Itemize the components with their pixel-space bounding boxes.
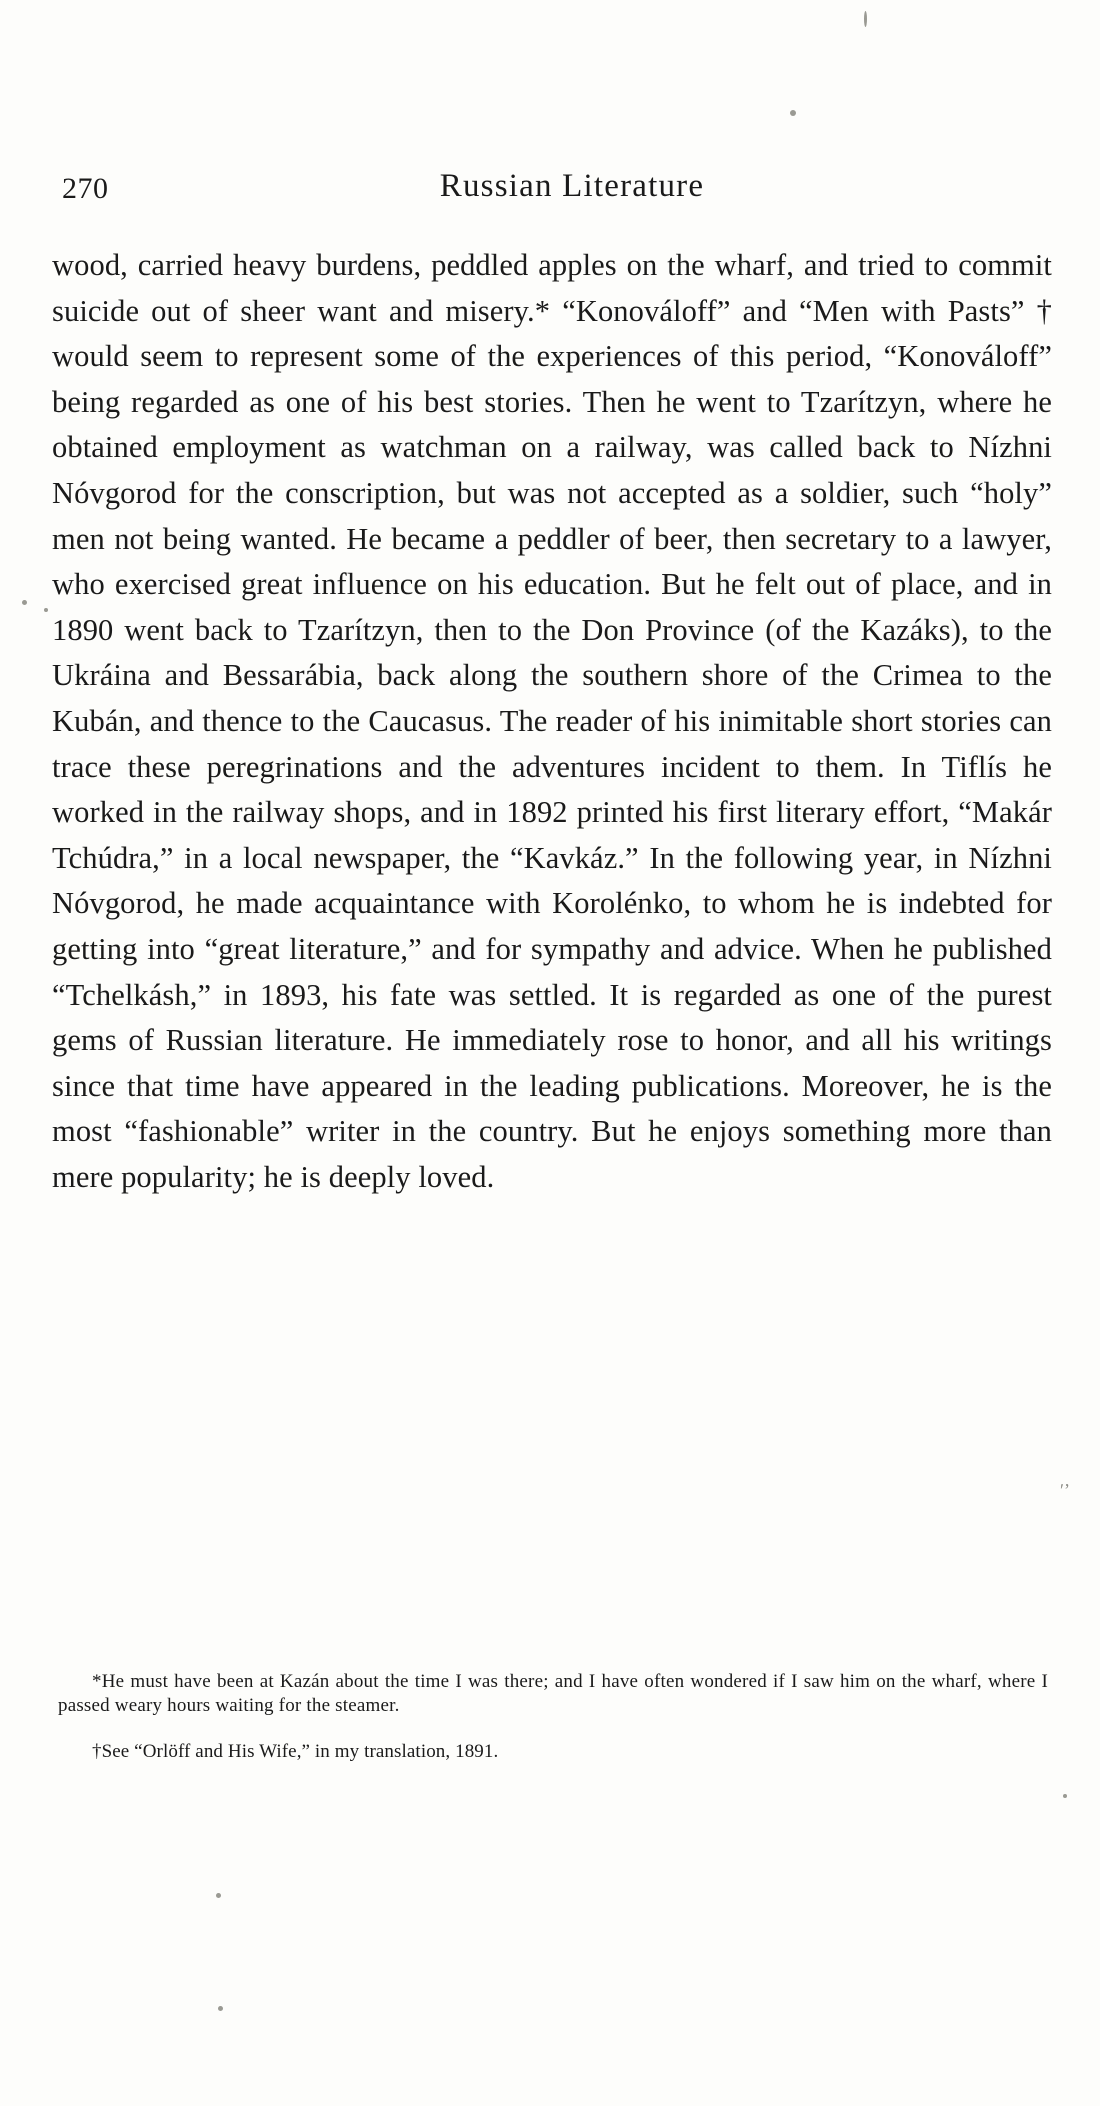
scan-speck <box>44 608 48 612</box>
scan-speck <box>864 11 867 27</box>
page-number: 270 <box>62 172 109 205</box>
footnote-1: *He must have been at Kazán about the time I was there; and I have often wondered if I saw him on the wharf, where I passed weary hours waiting for the steamer. <box>58 1671 1048 1716</box>
scan-speck <box>218 2006 223 2011</box>
page-header <box>62 168 1042 212</box>
scan-mark: ʹ’ <box>1060 1480 1070 1500</box>
scan-speck <box>790 110 796 116</box>
footnotes <box>58 1670 1048 1778</box>
body-text <box>52 243 1052 1200</box>
scan-speck <box>1063 1794 1067 1798</box>
scan-speck <box>22 600 27 605</box>
running-title: Russian Literature <box>439 168 705 204</box>
scan-speck <box>216 1893 221 1898</box>
footnote-2: †See “Orlöff and His Wife,” in my translation, 1891. <box>92 1741 499 1762</box>
paragraph: wood, carried heavy burdens, peddled apples on the wharf, and tried to commit suicide out of sheer want and misery.* “Konováloff” and “Men with Pasts” † would seem to represent some of the experiences of this period, “Konováloff” being regarded as one of his best stories. Then he went to Tzarítzyn, where he obtained employment as watchman on a railway, was called back to Nízhni Nóvgorod for the conscription, but was not accepted as a soldier, such “holy” men not being wanted. He became a peddler of beer, then secretary to a lawyer, who exercised great influence on his education. But he felt out of place, and in 1890 went back to Tzarítzyn, then to the Don Province (of the Kazáks), to the Ukráina and Bessarábia, back along the southern shore of the Crimea to the Kubán, and thence to the Caucasus. The reader of his inimitable short stories can trace these peregrinations and the adventures incident to them. In Tiflís he worked in the railway shops, and in 1892 printed his first literary effort, “Makár Tchúdra,” in a local newspaper, the “Kavkáz.” In the following year, in Nízhni Nóvgorod, he made acquaintance with Korolénko, to whom he is indebted for getting into “great literature,” and for sympathy and advice. When he published “Tchelkásh,” in 1893, his fate was settled. It is regarded as one of the purest gems of Russian literature. He immediately rose to honor, and all his writings since that time have appeared in the leading publications. Moreover, he is the most “fashionable” writer in the country. But he enjoys something more than mere popularity; he is deeply loved. <box>52 248 1052 1194</box>
